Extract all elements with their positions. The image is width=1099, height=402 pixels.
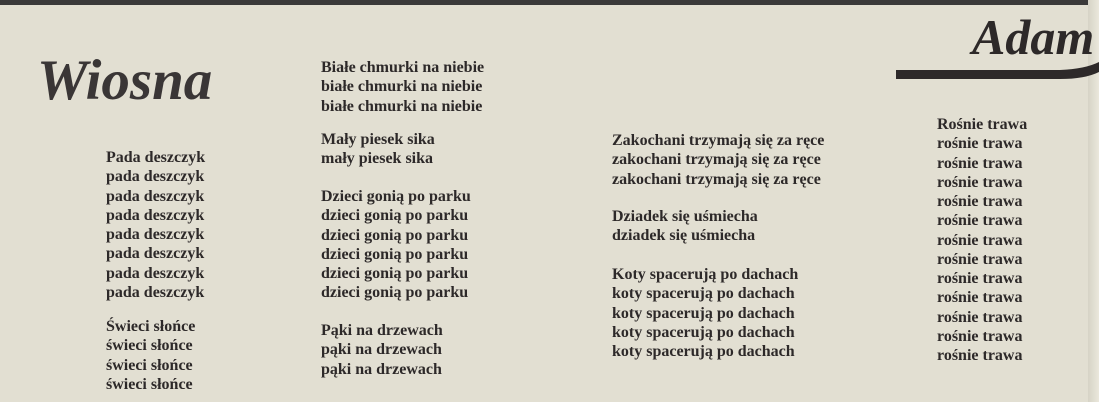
poem-line: Świeci słońce [106, 318, 196, 335]
poem-line: Mały piesek sika [321, 131, 435, 148]
stanza-dog [321, 130, 435, 169]
poem-line: rośnie trawa [937, 193, 1023, 210]
poem-line: Dziadek się uśmiecha [612, 208, 758, 225]
poem-line: Pada deszczyk [106, 149, 206, 166]
poem-line: świeci słońce [106, 356, 193, 374]
poem-line: pada deszczyk [106, 187, 205, 205]
stanza-children [321, 187, 471, 303]
poem-title: Wiosna [37, 49, 213, 112]
poem-line: białe chmurki na niebie [321, 97, 483, 115]
poem-line: rośnie trawa [937, 289, 1023, 307]
poem-line: koty spacerują po dachach [612, 285, 795, 303]
poem-line: rośnie trawa [937, 327, 1023, 345]
poem-line: zakochani trzymają się za ręce [612, 170, 821, 188]
poem-line: rośnie trawa [937, 135, 1023, 153]
poem-line: koty spacerują po dachach [612, 304, 795, 322]
poem-line: świeci słońce [106, 375, 193, 393]
poem-line: koty spacerują po dachach [612, 323, 795, 341]
poem-line: pada deszczyk [106, 168, 205, 186]
poem-line: Koty spacerują po dachach [612, 266, 799, 283]
poem-line: świeci słońce [106, 337, 193, 355]
poem-line: dzieci gonią po parku [321, 284, 469, 302]
poem-line: białe chmurki na niebie [321, 78, 483, 96]
author-name: Adam [972, 9, 1095, 65]
poem-line: pada deszczyk [106, 245, 205, 263]
poem-line: pada deszczyk [106, 283, 205, 301]
stanza-buds [321, 321, 443, 379]
poem-line: dzieci gonią po parku [321, 245, 469, 263]
poem-line: mały piesek sika [321, 150, 434, 168]
poem-line: Rośnie trawa [937, 116, 1028, 133]
poem-line: dziadek się uśmiecha [612, 227, 756, 245]
poem-line: Pąki na drzewach [321, 322, 443, 339]
stanza-lovers [612, 131, 824, 189]
poem-line: Zakochani trzymają się za ręce [612, 132, 825, 149]
poem-line: Dzieci gonią po parku [321, 188, 471, 205]
poem-line: dzieci gonią po parku [321, 207, 469, 225]
poem-line: dzieci gonią po parku [321, 226, 469, 244]
poem-line: dzieci gonią po parku [321, 265, 469, 282]
poem-line: rośnie trawa [937, 270, 1023, 287]
poem-line: pąki na drzewach [321, 360, 442, 378]
stanza-grandpa [612, 207, 758, 246]
stanza-sun [106, 317, 195, 394]
poem-line: pada deszczyk [106, 226, 205, 243]
poem-line: pada deszczyk [106, 206, 205, 224]
stanza-clouds [321, 58, 484, 116]
poem-line: koty spacerują po dachach [612, 343, 795, 360]
poem-line: rośnie trawa [937, 173, 1023, 191]
poem-line: rośnie trawa [937, 231, 1023, 249]
poem-line: zakochani trzymają się za ręce [612, 151, 821, 169]
poem-line: Białe chmurki na niebie [321, 59, 485, 76]
poem-line: pada deszczyk [106, 264, 205, 282]
stanza-cats [612, 265, 798, 361]
poem-line: rośnie trawa [937, 347, 1023, 364]
poem-line: rośnie trawa [937, 212, 1023, 230]
poem-line: pąki na drzewach [321, 341, 442, 359]
stanza-rain [106, 148, 205, 302]
stanza-grass [937, 115, 1027, 365]
poem-line: rośnie trawa [937, 250, 1023, 268]
poem-line: rośnie trawa [937, 154, 1023, 172]
poem-line: rośnie trawa [937, 308, 1023, 326]
